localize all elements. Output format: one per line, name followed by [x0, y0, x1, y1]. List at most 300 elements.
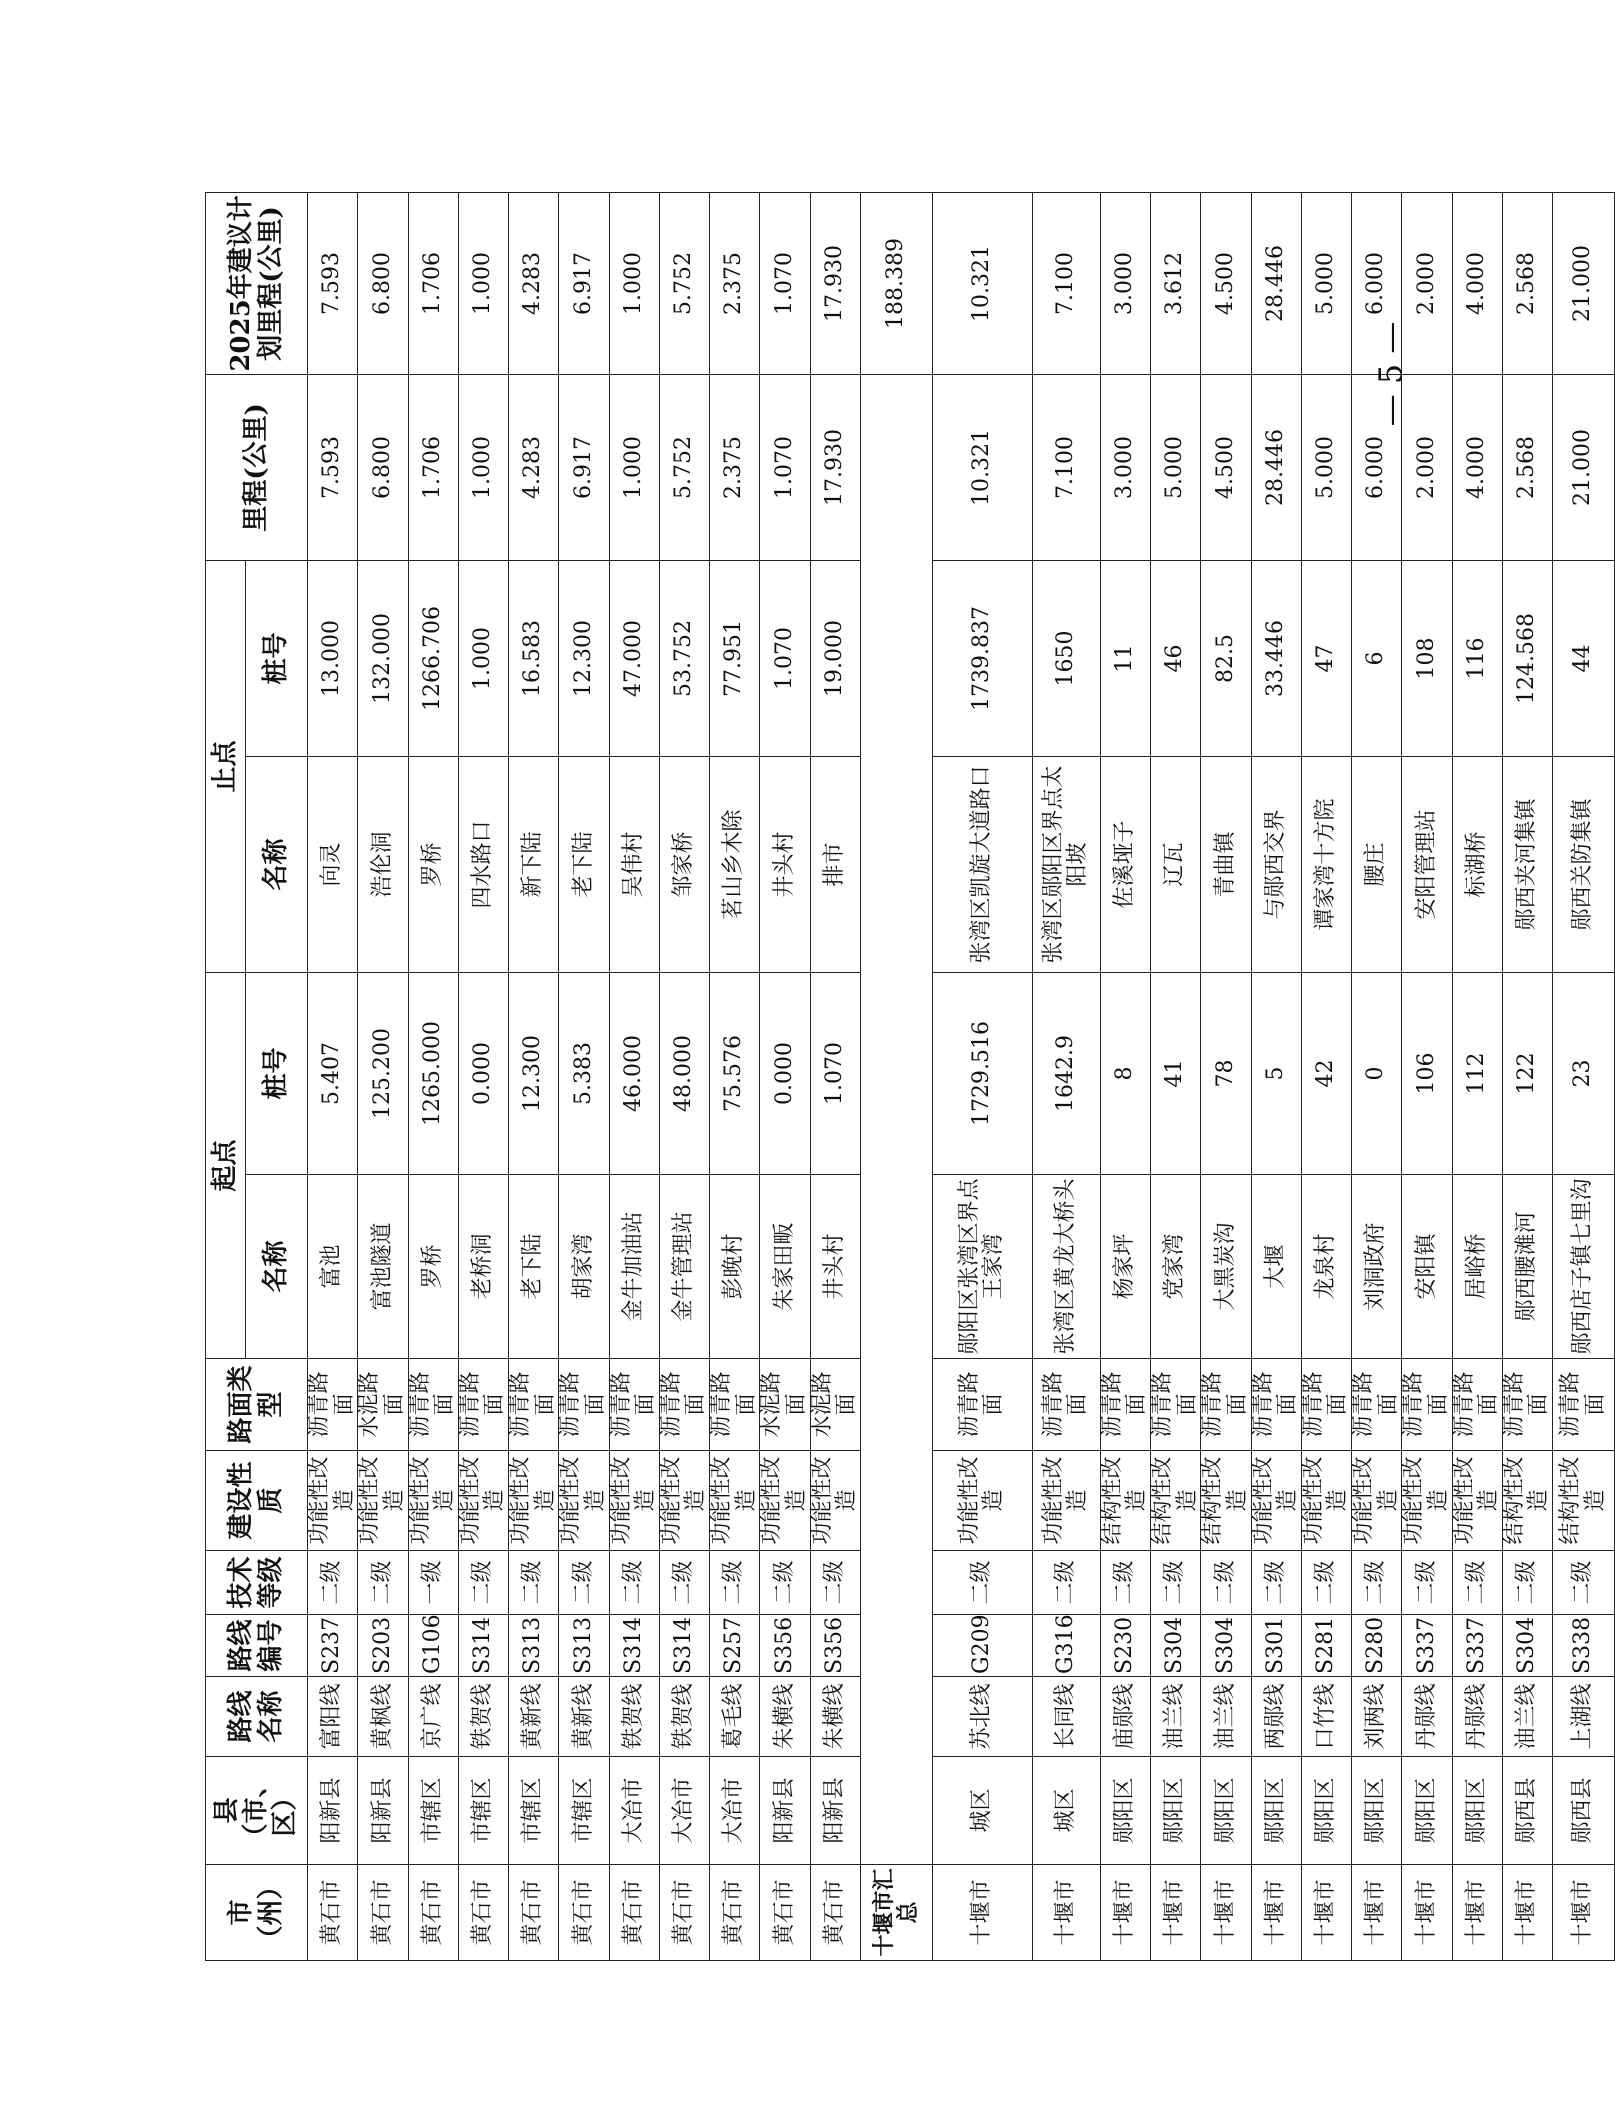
route-name-cell: 苏北线	[932, 1677, 1032, 1757]
route-code-cell: S356	[760, 1615, 810, 1677]
route-code-cell: G209	[932, 1615, 1032, 1677]
construction-cell: 功能性改造	[408, 1451, 458, 1551]
construction-cell: 结构性改造	[1201, 1451, 1251, 1551]
grade-cell: 一级	[408, 1551, 458, 1615]
surface-cell: 水泥路面	[358, 1359, 408, 1451]
route-code-cell: S337	[1452, 1615, 1502, 1677]
table-row	[509, 192, 559, 1960]
county-cell: 城区	[1032, 1757, 1100, 1865]
county-cell: 市辖区	[509, 1757, 559, 1865]
surface-cell: 沥青路面	[1100, 1359, 1150, 1451]
start-stake-cell: 1642.9	[1032, 972, 1100, 1174]
route-code-cell: G106	[408, 1615, 458, 1677]
table-row	[659, 192, 709, 1960]
grade-cell: 二级	[710, 1551, 760, 1615]
county-cell: 阳新县	[358, 1757, 408, 1865]
start-stake-cell: 12.300	[509, 972, 559, 1174]
county-cell: 郧阳区	[1251, 1757, 1301, 1865]
end-name-cell: 向灵	[308, 756, 358, 972]
route-name-cell: 丹郧线	[1402, 1677, 1452, 1757]
end-name-cell: 安阳管理站	[1402, 756, 1452, 972]
city-cell: 黄石市	[810, 1865, 860, 1961]
table-row	[1032, 192, 1100, 1960]
start-stake-cell: 1.070	[810, 972, 860, 1174]
grade-cell: 二级	[509, 1551, 559, 1615]
construction-cell: 功能性改造	[1452, 1451, 1502, 1551]
table-row	[1352, 192, 1402, 1960]
end-name-cell: 井头村	[760, 756, 810, 972]
table-row	[760, 192, 810, 1960]
start-name-cell: 大黑炭沟	[1201, 1175, 1251, 1359]
city-cell: 十堰市	[1201, 1865, 1251, 1961]
end-name-cell: 腰庄	[1352, 756, 1402, 972]
plan-cell: 21.000	[1553, 192, 1615, 374]
grade-cell: 二级	[760, 1551, 810, 1615]
grade-cell: 二级	[1151, 1551, 1201, 1615]
construction-cell: 功能性改造	[1251, 1451, 1301, 1551]
plan-cell: 6.800	[358, 192, 408, 374]
header-end-stake: 桩号	[246, 560, 308, 756]
start-stake-cell: 1265.000	[408, 972, 458, 1174]
plan-cell: 3.000	[1100, 192, 1150, 374]
mileage-cell: 7.100	[1032, 374, 1100, 560]
plan-cell: 6.917	[559, 192, 609, 374]
grade-cell: 二级	[1032, 1551, 1100, 1615]
route-name-cell: 铁贺线	[609, 1677, 659, 1757]
start-name-cell: 老下陆	[509, 1175, 559, 1359]
summary-empty	[860, 374, 932, 1864]
table-row	[1100, 192, 1150, 1960]
route-name-cell: 油兰线	[1502, 1677, 1552, 1757]
mileage-cell: 3.000	[1100, 374, 1150, 560]
route-code-cell: S356	[810, 1615, 860, 1677]
city-cell: 十堰市	[1251, 1865, 1301, 1961]
county-cell: 郧阳区	[1452, 1757, 1502, 1865]
end-stake-cell: 46	[1151, 560, 1201, 756]
start-name-cell: 郧西店子镇七里沟	[1553, 1175, 1615, 1359]
county-cell: 郧西县	[1553, 1757, 1615, 1865]
route-code-cell: S338	[1553, 1615, 1615, 1677]
county-cell: 阳新县	[810, 1757, 860, 1865]
surface-cell: 水泥路面	[810, 1359, 860, 1451]
route-name-cell: 两郧线	[1251, 1677, 1301, 1757]
mileage-cell: 10.321	[932, 374, 1032, 560]
header-route-code: 路线编号	[206, 1615, 308, 1677]
surface-cell: 沥青路面	[609, 1359, 659, 1451]
route-name-cell: 葛毛线	[710, 1677, 760, 1757]
route-code-cell: S314	[659, 1615, 709, 1677]
end-stake-cell: 82.5	[1201, 560, 1251, 756]
plan-cell: 4.283	[509, 192, 559, 374]
construction-cell: 功能性改造	[458, 1451, 508, 1551]
end-stake-cell: 11	[1100, 560, 1150, 756]
county-cell: 市辖区	[458, 1757, 508, 1865]
end-name-cell: 与郧西交界	[1251, 756, 1301, 972]
end-stake-cell: 1739.837	[932, 560, 1032, 756]
grade-cell: 二级	[1553, 1551, 1615, 1615]
city-cell: 十堰市	[1402, 1865, 1452, 1961]
route-name-cell: 黄枫线	[358, 1677, 408, 1757]
grade-cell: 二级	[1452, 1551, 1502, 1615]
table-row	[1502, 192, 1552, 1960]
construction-cell: 功能性改造	[609, 1451, 659, 1551]
start-name-cell: 富池	[308, 1175, 358, 1359]
route-name-cell: 黄新线	[559, 1677, 609, 1757]
city-cell: 十堰市	[1502, 1865, 1552, 1961]
table-row	[609, 192, 659, 1960]
route-code-cell: S304	[1201, 1615, 1251, 1677]
plan-cell: 28.446	[1251, 192, 1301, 374]
city-cell: 十堰市	[1301, 1865, 1351, 1961]
surface-cell: 沥青路面	[1502, 1359, 1552, 1451]
route-code-cell: S314	[609, 1615, 659, 1677]
surface-cell: 水泥路面	[760, 1359, 810, 1451]
table-row	[1402, 192, 1452, 1960]
end-name-cell: 郧西关防集镇	[1553, 756, 1615, 972]
county-cell: 阳新县	[308, 1757, 358, 1865]
start-stake-cell: 23	[1553, 972, 1615, 1174]
route-code-cell: S313	[509, 1615, 559, 1677]
start-name-cell: 龙泉村	[1301, 1175, 1351, 1359]
construction-cell: 结构性改造	[1553, 1451, 1615, 1551]
end-stake-cell: 124.568	[1502, 560, 1552, 756]
surface-cell: 沥青路面	[559, 1359, 609, 1451]
mileage-cell: 2.375	[710, 374, 760, 560]
route-name-cell: 口竹线	[1301, 1677, 1351, 1757]
end-name-cell: 辽瓦	[1151, 756, 1201, 972]
mileage-cell: 6.800	[358, 374, 408, 560]
grade-cell: 二级	[308, 1551, 358, 1615]
county-cell: 郧阳区	[1301, 1757, 1351, 1865]
start-stake-cell: 106	[1402, 972, 1452, 1174]
city-cell: 十堰市	[1352, 1865, 1402, 1961]
plan-cell: 17.930	[810, 192, 860, 374]
table-row	[458, 192, 508, 1960]
end-name-cell: 新下陆	[509, 756, 559, 972]
mileage-cell: 4.500	[1201, 374, 1251, 560]
surface-cell: 沥青路面	[1151, 1359, 1201, 1451]
grade-cell: 二级	[1402, 1551, 1452, 1615]
start-stake-cell: 5.407	[308, 972, 358, 1174]
route-code-cell: S257	[710, 1615, 760, 1677]
surface-cell: 沥青路面	[1251, 1359, 1301, 1451]
construction-cell: 功能性改造	[810, 1451, 860, 1551]
surface-cell: 沥青路面	[659, 1359, 709, 1451]
start-stake-cell: 5	[1251, 972, 1301, 1174]
header-start-stake: 桩号	[246, 972, 308, 1174]
end-name-cell: 佐溪垭子	[1100, 756, 1150, 972]
plan-cell: 10.321	[932, 192, 1032, 374]
end-name-cell: 吴伟村	[609, 756, 659, 972]
end-name-cell: 茗山乡木除	[710, 756, 760, 972]
end-stake-cell: 53.752	[659, 560, 709, 756]
construction-cell: 功能性改造	[358, 1451, 408, 1551]
table-row	[1251, 192, 1301, 1960]
county-cell: 郧阳区	[1151, 1757, 1201, 1865]
city-cell: 黄石市	[408, 1865, 458, 1961]
construction-cell: 功能性改造	[509, 1451, 559, 1551]
end-stake-cell: 132.000	[358, 560, 408, 756]
start-stake-cell: 46.000	[609, 972, 659, 1174]
plan-cell: 5.752	[659, 192, 709, 374]
mileage-cell: 2.000	[1402, 374, 1452, 560]
county-cell: 郧阳区	[1100, 1757, 1150, 1865]
city-cell: 黄石市	[559, 1865, 609, 1961]
route-name-cell: 庙郧线	[1100, 1677, 1150, 1757]
route-name-cell: 富阳线	[308, 1677, 358, 1757]
plan-cell: 2.000	[1402, 192, 1452, 374]
city-cell: 黄石市	[659, 1865, 709, 1961]
grade-cell: 二级	[1100, 1551, 1150, 1615]
end-stake-cell: 77.951	[710, 560, 760, 756]
route-code-cell: S237	[308, 1615, 358, 1677]
header-county: 县（市、区）	[206, 1757, 308, 1865]
end-name-cell: 郧西夹河集镇	[1502, 756, 1552, 972]
mileage-cell: 2.568	[1502, 374, 1552, 560]
header-plan: 2025年建议计划里程(公里)	[206, 192, 308, 374]
surface-cell: 沥青路面	[710, 1359, 760, 1451]
grade-cell: 二级	[358, 1551, 408, 1615]
mileage-cell: 7.593	[308, 374, 358, 560]
mileage-cell: 1.000	[458, 374, 508, 560]
plan-cell: 7.100	[1032, 192, 1100, 374]
end-stake-cell: 1.000	[458, 560, 508, 756]
start-name-cell: 罗桥	[408, 1175, 458, 1359]
table-row	[559, 192, 609, 1960]
road-plan-table	[205, 192, 1615, 1961]
mileage-cell: 1.070	[760, 374, 810, 560]
surface-cell: 沥青路面	[1201, 1359, 1251, 1451]
surface-cell: 沥青路面	[1553, 1359, 1615, 1451]
header-route-name: 路线名称	[206, 1677, 308, 1757]
mileage-cell: 17.930	[810, 374, 860, 560]
route-code-cell: G316	[1032, 1615, 1100, 1677]
start-name-cell: 党家湾	[1151, 1175, 1201, 1359]
end-stake-cell: 33.446	[1251, 560, 1301, 756]
start-name-cell: 彭晚村	[710, 1175, 760, 1359]
end-stake-cell: 16.583	[509, 560, 559, 756]
end-name-cell: 排市	[810, 756, 860, 972]
city-cell: 十堰市	[1553, 1865, 1615, 1961]
route-code-cell: S304	[1502, 1615, 1552, 1677]
header-start-name: 名称	[246, 1175, 308, 1359]
construction-cell: 功能性改造	[1301, 1451, 1351, 1551]
table-row	[1301, 192, 1351, 1960]
county-cell: 郧阳区	[1352, 1757, 1402, 1865]
city-cell: 黄石市	[710, 1865, 760, 1961]
route-code-cell: S313	[559, 1615, 609, 1677]
plan-cell: 1.706	[408, 192, 458, 374]
end-name-cell: 罗桥	[408, 756, 458, 972]
table-row	[358, 192, 408, 1960]
page-number: — 5 —	[1371, 321, 1410, 427]
mileage-cell: 5.000	[1151, 374, 1201, 560]
mileage-cell: 21.000	[1553, 374, 1615, 560]
start-name-cell: 金牛管理站	[659, 1175, 709, 1359]
grade-cell: 二级	[659, 1551, 709, 1615]
construction-cell: 功能性改造	[760, 1451, 810, 1551]
end-stake-cell: 1.070	[760, 560, 810, 756]
mileage-cell: 1.000	[609, 374, 659, 560]
header-surface: 路面类型	[206, 1359, 308, 1451]
mileage-cell: 4.283	[509, 374, 559, 560]
start-name-cell: 郧西腰滩河	[1502, 1175, 1552, 1359]
plan-cell: 7.593	[308, 192, 358, 374]
county-cell: 市辖区	[559, 1757, 609, 1865]
city-cell: 十堰市	[932, 1865, 1032, 1961]
table-row	[308, 192, 358, 1960]
grade-cell: 二级	[1502, 1551, 1552, 1615]
county-cell: 郧阳区	[1201, 1757, 1251, 1865]
route-code-cell: S301	[1251, 1615, 1301, 1677]
surface-cell: 沥青路面	[308, 1359, 358, 1451]
route-name-cell: 铁贺线	[458, 1677, 508, 1757]
county-cell: 市辖区	[408, 1757, 458, 1865]
start-stake-cell: 0.000	[760, 972, 810, 1174]
plan-cell: 1.000	[458, 192, 508, 374]
table-row	[1201, 192, 1251, 1960]
plan-cell: 2.375	[710, 192, 760, 374]
city-cell: 黄石市	[760, 1865, 810, 1961]
grade-cell: 二级	[1251, 1551, 1301, 1615]
header-end-name: 名称	[246, 756, 308, 972]
start-name-cell: 安阳镇	[1402, 1175, 1452, 1359]
end-stake-cell: 47	[1301, 560, 1351, 756]
header-mileage: 里程(公里)	[206, 374, 308, 560]
route-name-cell: 刘两线	[1352, 1677, 1402, 1757]
city-cell: 十堰市	[1100, 1865, 1150, 1961]
end-stake-cell: 12.300	[559, 560, 609, 756]
header-city: 市（州）	[206, 1865, 308, 1961]
start-stake-cell: 75.576	[710, 972, 760, 1174]
start-name-cell: 杨家坪	[1100, 1175, 1150, 1359]
start-name-cell: 朱家田畈	[760, 1175, 810, 1359]
mileage-cell: 6.000	[1352, 374, 1402, 560]
route-name-cell: 朱横线	[810, 1677, 860, 1757]
table-row	[710, 192, 760, 1960]
city-cell: 黄石市	[458, 1865, 508, 1961]
table-body	[308, 192, 1615, 1960]
construction-cell: 功能性改造	[932, 1451, 1032, 1551]
county-cell: 大冶市	[659, 1757, 709, 1865]
start-name-cell: 老桥洞	[458, 1175, 508, 1359]
construction-cell: 结构性改造	[1151, 1451, 1201, 1551]
construction-cell: 功能性改造	[1352, 1451, 1402, 1551]
city-cell: 黄石市	[308, 1865, 358, 1961]
surface-cell: 沥青路面	[1452, 1359, 1502, 1451]
end-stake-cell: 108	[1402, 560, 1452, 756]
grade-cell: 二级	[609, 1551, 659, 1615]
mileage-cell: 1.706	[408, 374, 458, 560]
route-name-cell: 京广线	[408, 1677, 458, 1757]
rotated-table-container	[205, 193, 1608, 1961]
plan-cell: 4.500	[1201, 192, 1251, 374]
summary-row	[860, 192, 932, 1960]
route-code-cell: S230	[1100, 1615, 1150, 1677]
end-name-cell: 老下陆	[559, 756, 609, 972]
route-code-cell: S281	[1301, 1615, 1351, 1677]
route-name-cell: 油兰线	[1151, 1677, 1201, 1757]
county-cell: 阳新县	[760, 1757, 810, 1865]
surface-cell: 沥青路面	[1352, 1359, 1402, 1451]
table-row	[1452, 192, 1502, 1960]
plan-cell: 5.000	[1301, 192, 1351, 374]
county-cell: 大冶市	[710, 1757, 760, 1865]
table-row	[1151, 192, 1201, 1960]
plan-cell: 1.000	[609, 192, 659, 374]
route-code-cell: S280	[1352, 1615, 1402, 1677]
start-name-cell: 居峪桥	[1452, 1175, 1502, 1359]
mileage-cell: 6.917	[559, 374, 609, 560]
end-name-cell: 标湖桥	[1452, 756, 1502, 972]
start-name-cell: 富池隧道	[358, 1175, 408, 1359]
route-code-cell: S314	[458, 1615, 508, 1677]
end-stake-cell: 13.000	[308, 560, 358, 756]
route-name-cell: 铁贺线	[659, 1677, 709, 1757]
construction-cell: 结构性改造	[1502, 1451, 1552, 1551]
header-construction: 建设性质	[206, 1451, 308, 1551]
start-stake-cell: 112	[1452, 972, 1502, 1174]
surface-cell: 沥青路面	[932, 1359, 1032, 1451]
start-stake-cell: 5.383	[559, 972, 609, 1174]
county-cell: 郧西县	[1502, 1757, 1552, 1865]
grade-cell: 二级	[810, 1551, 860, 1615]
start-name-cell: 郧阳区张湾区界点王家湾	[932, 1175, 1032, 1359]
grade-cell: 二级	[1301, 1551, 1351, 1615]
route-code-cell: S304	[1151, 1615, 1201, 1677]
start-stake-cell: 8	[1100, 972, 1150, 1174]
mileage-cell: 5.752	[659, 374, 709, 560]
surface-cell: 沥青路面	[1032, 1359, 1100, 1451]
end-stake-cell: 19.000	[810, 560, 860, 756]
end-name-cell: 邹家桥	[659, 756, 709, 972]
route-name-cell: 黄新线	[509, 1677, 559, 1757]
start-name-cell: 刘洞政府	[1352, 1175, 1402, 1359]
city-cell: 黄石市	[358, 1865, 408, 1961]
start-name-cell: 大堰	[1251, 1175, 1301, 1359]
start-name-cell: 井头村	[810, 1175, 860, 1359]
grade-cell: 二级	[559, 1551, 609, 1615]
county-cell: 城区	[932, 1757, 1032, 1865]
end-stake-cell: 44	[1553, 560, 1615, 756]
county-cell: 郧阳区	[1402, 1757, 1452, 1865]
city-cell: 十堰市	[1151, 1865, 1201, 1961]
header-start: 起点	[206, 972, 246, 1358]
plan-cell: 4.000	[1452, 192, 1502, 374]
end-name-cell: 青曲镇	[1201, 756, 1251, 972]
route-code-cell: S337	[1402, 1615, 1452, 1677]
start-name-cell: 胡家湾	[559, 1175, 609, 1359]
end-stake-cell: 1266.706	[408, 560, 458, 756]
construction-cell: 功能性改造	[559, 1451, 609, 1551]
table-row	[1553, 192, 1615, 1960]
start-stake-cell: 41	[1151, 972, 1201, 1174]
construction-cell: 功能性改造	[308, 1451, 358, 1551]
start-stake-cell: 0.000	[458, 972, 508, 1174]
table-row	[408, 192, 458, 1960]
start-stake-cell: 0	[1352, 972, 1402, 1174]
plan-cell: 1.070	[760, 192, 810, 374]
mileage-cell: 5.000	[1301, 374, 1351, 560]
summary-plan: 188.389	[860, 192, 932, 374]
start-stake-cell: 1729.516	[932, 972, 1032, 1174]
construction-cell: 功能性改造	[1402, 1451, 1452, 1551]
start-stake-cell: 48.000	[659, 972, 709, 1174]
city-cell: 黄石市	[609, 1865, 659, 1961]
grade-cell: 二级	[1352, 1551, 1402, 1615]
construction-cell: 结构性改造	[1100, 1451, 1150, 1551]
construction-cell: 功能性改造	[659, 1451, 709, 1551]
